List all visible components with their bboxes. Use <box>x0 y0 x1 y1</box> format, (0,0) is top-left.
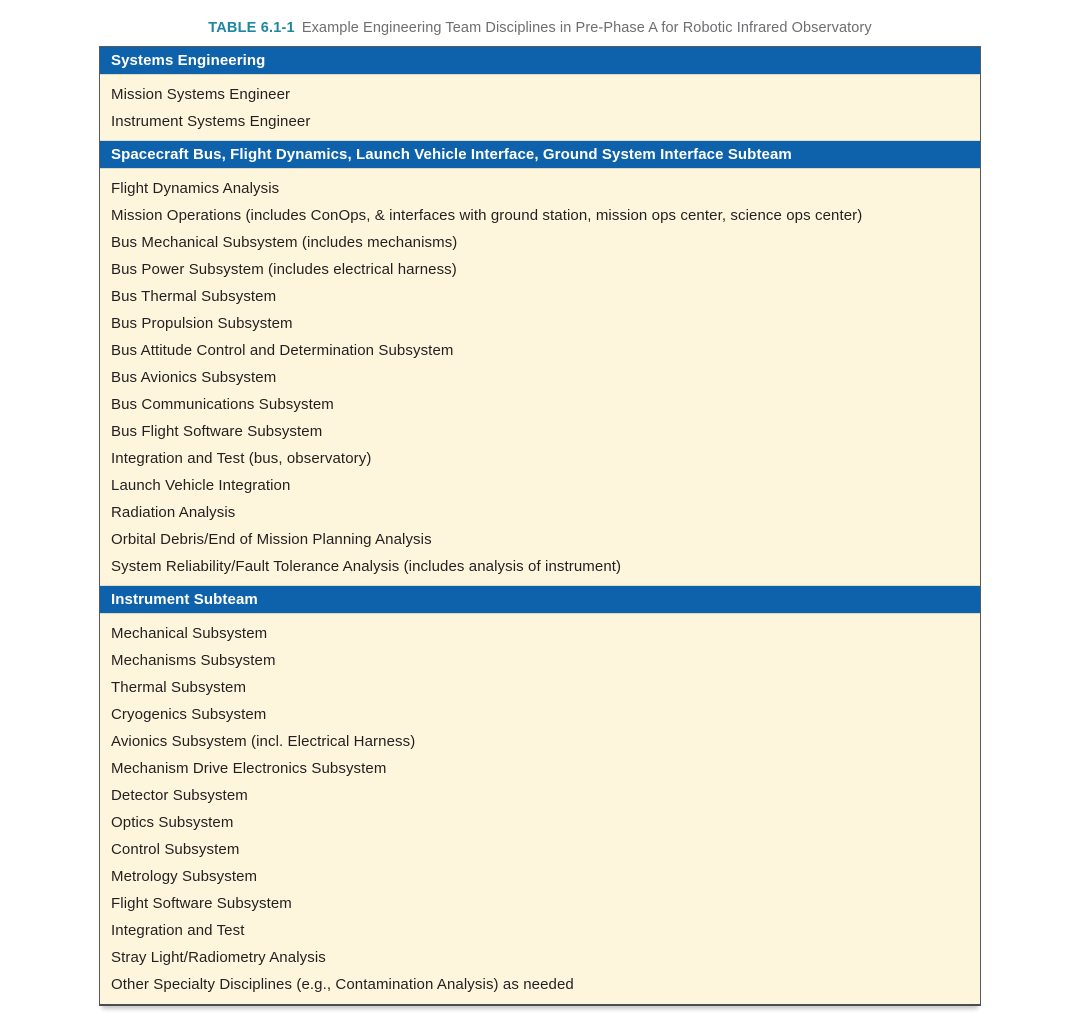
table-caption <box>0 0 1080 38</box>
table-row: Other Specialty Disciplines (e.g., Contamination Analysis) as needed <box>111 976 574 993</box>
table-row: Bus Mechanical Subsystem (includes mechanisms) <box>111 234 458 251</box>
table-row: Flight Dynamics Analysis <box>111 180 280 197</box>
table-row: Mission Systems Engineer <box>111 86 291 103</box>
section-header: Instrument Subteam <box>100 586 980 613</box>
table-row: Control Subsystem <box>111 841 240 858</box>
table-row: Detector Subsystem <box>111 787 248 804</box>
section-body <box>100 613 980 1004</box>
section-header: Systems Engineering <box>100 47 980 74</box>
table-row: Bus Thermal Subsystem <box>111 288 277 305</box>
table-row: Cryogenics Subsystem <box>111 706 267 723</box>
table-row: Bus Avionics Subsystem <box>111 369 277 386</box>
table-row: Thermal Subsystem <box>111 679 247 696</box>
table-row: Radiation Analysis <box>111 504 236 521</box>
table-row: Bus Attitude Control and Determination Subsystem <box>111 342 454 359</box>
table-caption-label: TABLE 6.1-1 <box>208 20 295 36</box>
table-row: System Reliability/Fault Tolerance Analysis (includes analysis of instrument) <box>111 558 622 575</box>
table-row: Mission Operations (includes ConOps, & interfaces with ground station, mission ops center, science ops center) <box>111 207 863 224</box>
section-header: Spacecraft Bus, Flight Dynamics, Launch Vehicle Interface, Ground System Interface Subteam <box>100 141 980 168</box>
table-row: Metrology Subsystem <box>111 868 258 885</box>
table-row: Flight Software Subsystem <box>111 895 292 912</box>
table-row: Stray Light/Radiometry Analysis <box>111 949 326 966</box>
table-row: Mechanisms Subsystem <box>111 652 276 669</box>
table-row: Launch Vehicle Integration <box>111 477 291 494</box>
engineering-disciplines-table <box>99 46 981 1006</box>
table-caption-text: Example Engineering Team Disciplines in Pre-Phase A for Robotic Infrared Observatory <box>301 20 872 36</box>
table-row: Bus Flight Software Subsystem <box>111 423 323 440</box>
table-row: Bus Propulsion Subsystem <box>111 315 293 332</box>
table-row: Integration and Test (bus, observatory) <box>111 450 372 467</box>
table-row: Optics Subsystem <box>111 814 234 831</box>
section-body <box>100 168 980 586</box>
table-row: Integration and Test <box>111 922 245 939</box>
table-row: Avionics Subsystem (incl. Electrical Harness) <box>111 733 416 750</box>
table-row: Bus Power Subsystem (includes electrical harness) <box>111 261 457 278</box>
table-row: Orbital Debris/End of Mission Planning Analysis <box>111 531 432 548</box>
section-body <box>100 74 980 141</box>
table-row: Bus Communications Subsystem <box>111 396 334 413</box>
table-row: Mechanical Subsystem <box>111 625 268 642</box>
table-row: Mechanism Drive Electronics Subsystem <box>111 760 387 777</box>
table-row: Instrument Systems Engineer <box>111 113 311 130</box>
